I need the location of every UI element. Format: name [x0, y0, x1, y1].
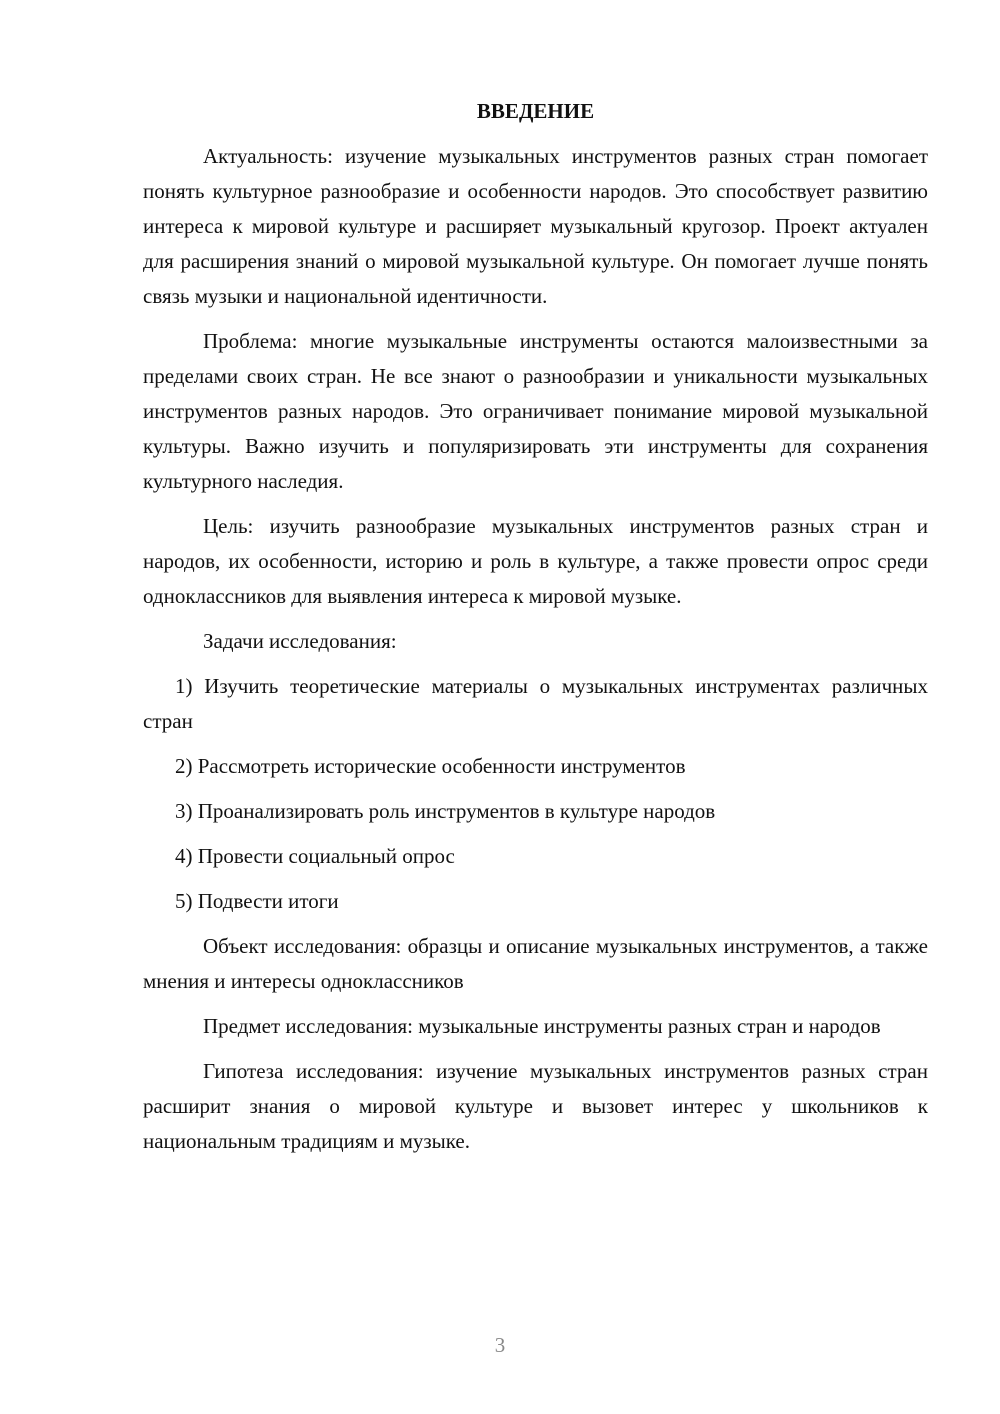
- task-item: 1) Изучить теоретические материалы о музыкальных инструментах различных стран: [143, 674, 928, 733]
- section-heading: ВВЕДЕНИЕ: [476, 99, 595, 123]
- object-paragraph: Объект исследования: образцы и описание музыкальных инструментов, а также мнения и интересы одноклассников: [143, 934, 928, 993]
- goal-paragraph: Цель: изучить разнообразие музыкальных инструментов разных стран и народов, их особенности, историю и роль в культуре, а также провести опрос среди одноклассников для выявления интереса к мировой музыке.: [143, 514, 928, 608]
- page-number: 3: [494, 1333, 506, 1357]
- subject-paragraph: Предмет исследования: музыкальные инструменты разных стран и народов: [203, 1014, 881, 1038]
- task-item: 5) Подвести итоги: [175, 889, 339, 913]
- tasks-heading: Задачи исследования:: [203, 629, 397, 653]
- hypothesis-paragraph: Гипотеза исследования: изучение музыкальных инструментов разных стран расширит знания о мировой культуре и вызовет интерес у школьников к национальным традициям и музыке.: [143, 1059, 928, 1153]
- task-item: 4) Провести социальный опрос: [175, 844, 455, 868]
- document-page: [143, 95, 928, 1169]
- task-item: 3) Проанализировать роль инструментов в культуре народов: [175, 799, 716, 823]
- relevance-paragraph: Актуальность: изучение музыкальных инструментов разных стран помогает понять культурное разнообразие и особенности народов. Это способствует развитию интереса к мировой культуре и расширяет музыкальный кругозор. Проект актуален для расширения знаний о мировой музыкальной культуре. Он помогает лучше понять связь музыки и национальной идентичности.: [143, 144, 928, 308]
- task-item: 2) Рассмотреть исторические особенности инструментов: [175, 754, 686, 778]
- tasks-list: [143, 669, 928, 919]
- problem-paragraph: Проблема: многие музыкальные инструменты остаются малоизвестными за пределами своих стран. Не все знают о разнообразии и уникальности музыкальных инструментов разных народов. Это ограничивает понимание мировой музыкальной культуры. Важно изучить и популяризировать эти инструменты для сохранения культурного наследия.: [143, 329, 928, 493]
